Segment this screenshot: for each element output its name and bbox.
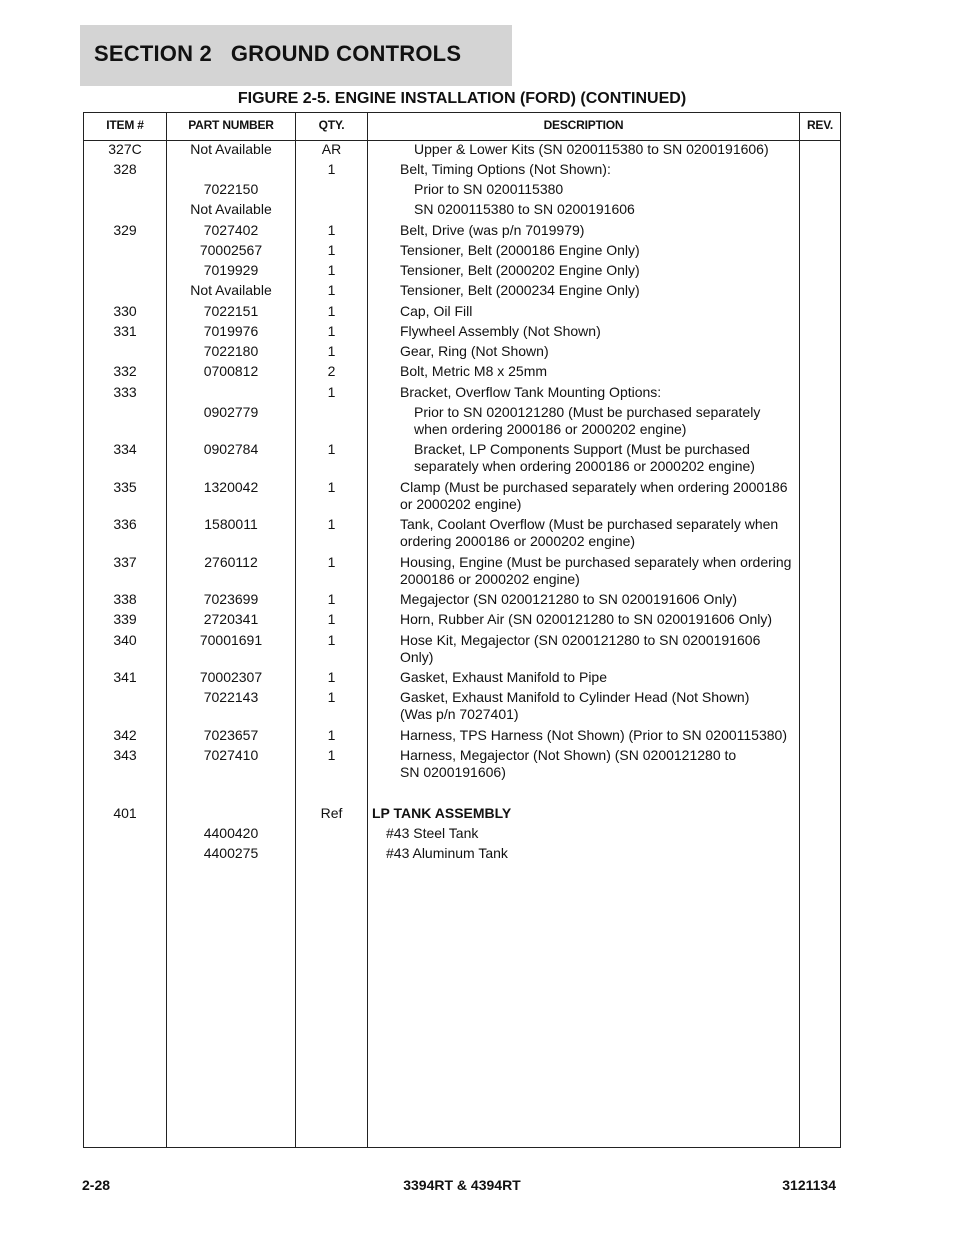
description-line: #43 Steel Tank — [386, 825, 479, 841]
description-line: Tensioner, Belt (2000234 Engine Only) — [400, 282, 640, 298]
description-line: Bracket, LP Components Support (Must be purchased — [414, 441, 750, 457]
part-number: 7023699 — [203, 591, 259, 607]
description-line: Bolt, Metric M8 x 25mm — [400, 363, 548, 379]
quantity: 1 — [327, 516, 336, 532]
description-line: Horn, Rubber Air (SN 0200121280 to SN 0200191606 Only) — [400, 611, 773, 627]
quantity: 1 — [327, 343, 336, 359]
item-number: 332 — [113, 363, 137, 379]
quantity: 1 — [327, 242, 336, 258]
item-number: 342 — [113, 727, 137, 743]
item-number: 337 — [113, 554, 137, 570]
description-line: Bracket, Overflow Tank Mounting Options: — [400, 384, 662, 400]
quantity: 1 — [327, 554, 336, 570]
item-number: 336 — [113, 516, 137, 532]
quantity: 1 — [327, 632, 336, 648]
description-line: when ordering 2000186 or 2000202 engine) — [414, 421, 687, 437]
quantity: 1 — [327, 727, 336, 743]
quantity: 1 — [327, 669, 336, 685]
quantity: 1 — [327, 161, 336, 177]
description-line: Upper & Lower Kits (SN 0200115380 to SN 0200191606) — [414, 141, 769, 157]
item-number: 328 — [113, 161, 137, 177]
description-line: Prior to SN 0200115380 — [414, 181, 564, 197]
description-line: 2000186 or 2000202 engine) — [400, 571, 580, 587]
description-line: Cap, Oil Fill — [400, 303, 473, 319]
item-number: 401 — [113, 805, 137, 821]
quantity: 1 — [327, 303, 336, 319]
item-number: 339 — [113, 611, 137, 627]
part-number: 70002567 — [199, 242, 263, 258]
section-title: SECTION 2 GROUND CONTROLS — [94, 41, 462, 66]
description-line: (Was p/n 7027401) — [400, 706, 519, 722]
column-divider — [367, 113, 368, 1147]
item-number: 327C — [108, 141, 142, 157]
description-line: Flywheel Assembly (Not Shown) — [400, 323, 601, 339]
description-line: Gasket, Exhaust Manifold to Pipe — [400, 669, 607, 685]
part-number: 1320042 — [203, 479, 259, 495]
item-number: 330 — [113, 303, 137, 319]
part-number: 4400420 — [203, 825, 259, 841]
description-line: Hose Kit, Megajector (SN 0200121280 to SN 0200191606 — [400, 632, 761, 648]
item-number: 334 — [113, 441, 137, 457]
part-number: 2760112 — [204, 554, 258, 570]
description-line: Housing, Engine (Must be purchased separately when ordering — [400, 554, 792, 570]
quantity: 1 — [327, 479, 336, 495]
part-number: 7019976 — [203, 323, 259, 339]
description-line: Harness, Megajector (Not Shown) (SN 0200121280 to — [400, 747, 737, 763]
item-number: 338 — [113, 591, 137, 607]
header-description: DESCRIPTION — [543, 118, 624, 132]
footer-model: 3394RT & 4394RT — [403, 1177, 521, 1193]
parts-table — [83, 112, 841, 1148]
quantity: 1 — [327, 689, 336, 705]
description-line: Only) — [400, 649, 434, 665]
quantity: 1 — [327, 282, 336, 298]
quantity: 1 — [327, 747, 336, 763]
description-line: LP TANK ASSEMBLY — [372, 805, 512, 821]
part-number: 70002307 — [199, 669, 263, 685]
part-number: 7027402 — [203, 222, 259, 238]
description-line: SN 0200191606) — [400, 764, 506, 780]
quantity: 2 — [327, 363, 336, 379]
part-number: 0902784 — [203, 441, 259, 457]
footer-doc-number: 3121134 — [782, 1177, 836, 1193]
figure-title: FIGURE 2-5. ENGINE INSTALLATION (FORD) (CONTINUED) — [237, 90, 687, 107]
quantity: 1 — [327, 323, 336, 339]
part-number: 7022150 — [203, 181, 259, 197]
quantity: 1 — [327, 611, 336, 627]
description-line: Belt, Timing Options (Not Shown): — [400, 161, 611, 177]
description-line: SN 0200115380 to SN 0200191606 — [414, 201, 635, 217]
quantity: Ref — [320, 805, 343, 821]
item-number: 329 — [113, 222, 137, 238]
item-number: 335 — [113, 479, 137, 495]
item-number: 343 — [113, 747, 137, 763]
quantity: 1 — [327, 384, 336, 400]
header-rev: REV. — [806, 118, 834, 132]
part-number: 7027410 — [203, 747, 259, 763]
header-part-number: PART NUMBER — [188, 118, 274, 132]
description-line: Prior to SN 0200121280 (Must be purchased separately — [414, 404, 761, 420]
footer-page-number: 2-28 — [82, 1177, 111, 1193]
quantity: 1 — [327, 591, 336, 607]
part-number: 1580011 — [204, 516, 258, 532]
description-line: separately when ordering 2000186 or 2000202 engine) — [414, 458, 755, 474]
part-number: 2720341 — [203, 611, 259, 627]
description-line: Clamp (Must be purchased separately when ordering 2000186 — [400, 479, 788, 495]
description-line: Harness, TPS Harness (Not Shown) (Prior to SN 0200115380) — [400, 727, 787, 743]
description-line: Belt, Drive (was p/n 7019979) — [400, 222, 585, 238]
item-number: 333 — [113, 384, 137, 400]
part-number: Not Available — [190, 201, 272, 217]
part-number: 7022180 — [203, 343, 259, 359]
description-line: ordering 2000186 or 2000202 engine) — [400, 533, 636, 549]
section-banner — [80, 25, 512, 86]
description-line: Tensioner, Belt (2000186 Engine Only) — [400, 242, 640, 258]
header-item: ITEM # — [106, 118, 144, 132]
item-number: 331 — [113, 323, 137, 339]
part-number: 4400275 — [203, 845, 259, 861]
description-line: Megajector (SN 0200121280 to SN 0200191606 Only) — [400, 591, 737, 607]
item-number: 341 — [113, 669, 137, 685]
quantity: AR — [321, 141, 342, 157]
description-line: or 2000202 engine) — [400, 496, 522, 512]
description-line: Gear, Ring (Not Shown) — [400, 343, 549, 359]
description-line: Tank, Coolant Overflow (Must be purchased separately when — [400, 516, 779, 532]
quantity: 1 — [327, 441, 336, 457]
item-number: 340 — [113, 632, 137, 648]
description-line: Tensioner, Belt (2000202 Engine Only) — [400, 262, 640, 278]
quantity: 1 — [327, 262, 336, 278]
part-number: Not Available — [190, 282, 272, 298]
part-number: 7019929 — [203, 262, 259, 278]
part-number: 7022151 — [203, 303, 259, 319]
part-number: 7023657 — [203, 727, 259, 743]
part-number: 0700812 — [203, 363, 259, 379]
description-line: #43 Aluminum Tank — [386, 845, 508, 861]
header-qty: QTY. — [318, 118, 345, 132]
part-number: 7022143 — [203, 689, 259, 705]
description-line: Gasket, Exhaust Manifold to Cylinder Head (Not Shown) — [400, 689, 750, 705]
part-number: 0902779 — [203, 404, 259, 420]
quantity: 1 — [327, 222, 336, 238]
part-number: 70001691 — [199, 632, 263, 648]
part-number: Not Available — [190, 141, 272, 157]
